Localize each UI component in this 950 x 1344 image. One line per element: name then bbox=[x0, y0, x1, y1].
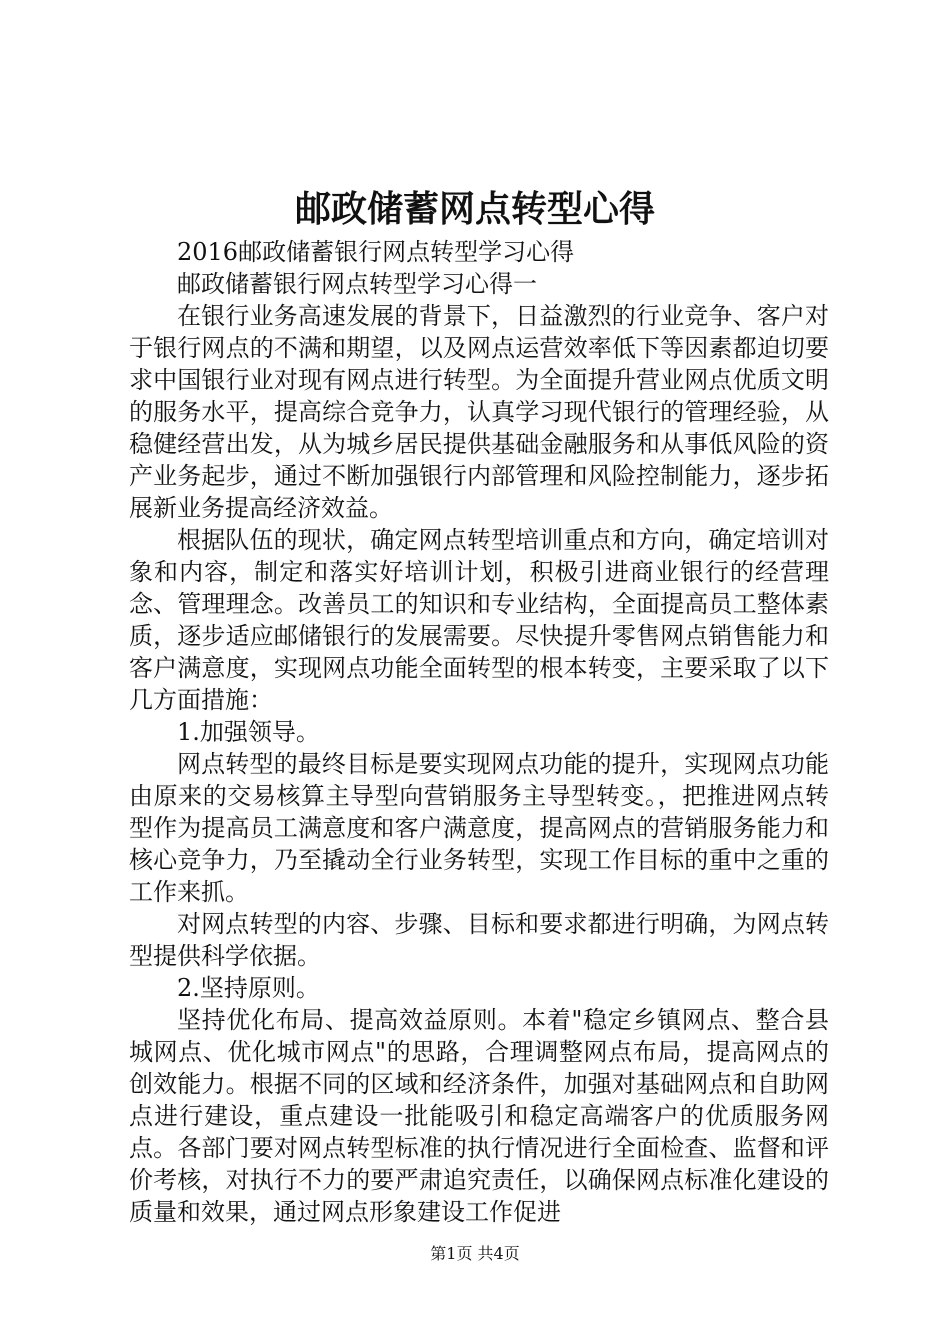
paragraph-clarify-content: 对网点转型的内容、步骤、目标和要求都进行明确，为网点转型提供科学依据。 bbox=[129, 910, 829, 970]
section-heading-leadership: 1.加强领导。 bbox=[177, 718, 320, 746]
document-body bbox=[129, 236, 829, 1228]
paragraph-optimize-layout: 坚持优化布局、提高效益原则。本着"稳定乡镇网点、整合县城网点、优化城市网点"的思路，合理调整网点布局，提高网点的创效能力。根据不同的区域和经济条件，加强对基础网点和自助网点进行建设，重点建设一批能吸引和稳定高端客户的优质服务网点。各部门要对网点转型标准的执行情况进行全面检查、监督和评价考核，对执行不力的要严肃追究责任，以确保网点标准化建设的质量和效果，通过网点形象建设工作促进 bbox=[129, 1006, 829, 1226]
paragraph-subtitle-1: 邮政储蓄银行网点转型学习心得一 bbox=[177, 270, 537, 298]
paragraph-training: 根据队伍的现状，确定网点转型培训重点和方向，确定培训对象和内容，制定和落实好培训计划，积极引进商业银行的经营理念、管理理念。改善员工的知识和专业结构，全面提高员工整体素质，逐步适应邮储银行的发展需要。尽快提升零售网点销售能力和客户满意度，实现网点功能全面转型的根本转变，主要采取了以下几方面措施： bbox=[129, 526, 829, 714]
document-title: 邮政储蓄网点转型心得 bbox=[294, 188, 655, 230]
paragraph-background: 在银行业务高速发展的背景下，日益激烈的行业竞争、客户对于银行网点的不满和期望，以及网点运营效率低下等因素都迫切要求中国银行业对现有网点进行转型。为全面提升营业网点优质文明的服务水平，提高综合竞争力，认真学习现代银行的管理经验，从稳健经营出发，从为城乡居民提供基础金融服务和从事低风险的资产业务起步，通过不断加强银行内部管理和风险控制能力，逐步拓展新业务提高经济效益。 bbox=[129, 302, 829, 522]
page-footer: 第1页 共4页 bbox=[430, 1244, 520, 1263]
paragraph-transformation-goal: 网点转型的最终目标是要实现网点功能的提升，实现网点功能由原来的交易核算主导型向营销服务主导型转变。，把推进网点转型作为提高员工满意度和客户满意度，提高网点的营销服务能力和核心竞争力，乃至撬动全行业务转型，实现工作目标的重中之重的工作来抓。 bbox=[129, 750, 829, 906]
paragraph-subtitle-2016: 2016邮政储蓄银行网点转型学习心得 bbox=[177, 238, 575, 266]
section-heading-principles: 2.坚持原则。 bbox=[177, 974, 320, 1002]
